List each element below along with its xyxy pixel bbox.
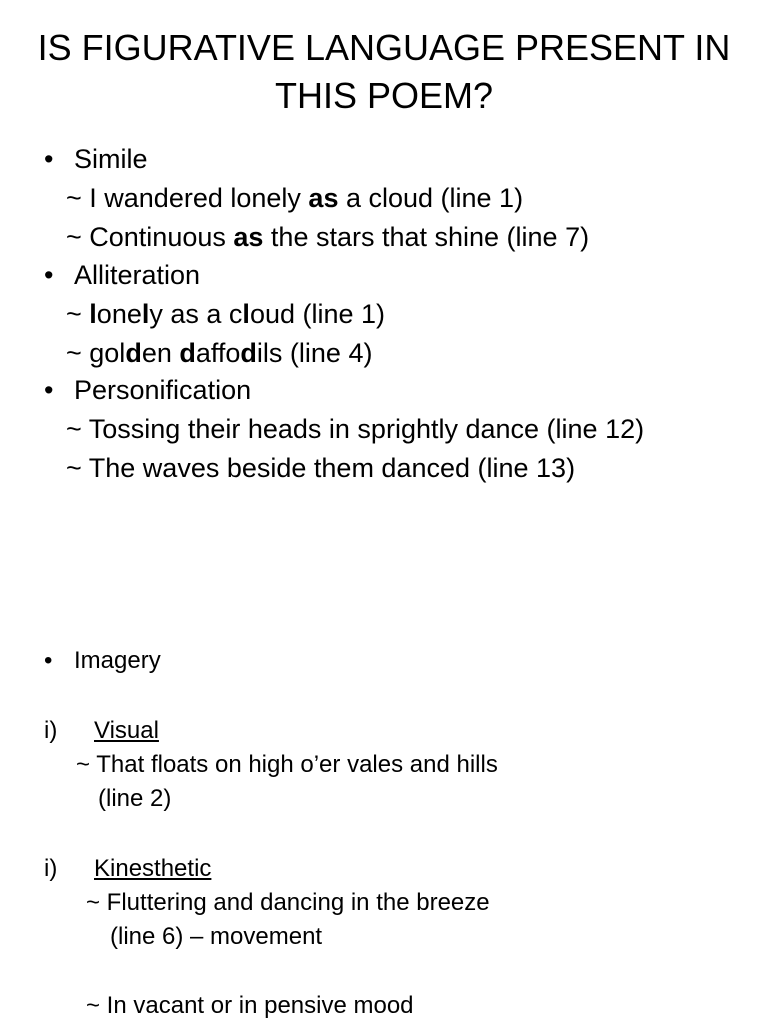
alliteration-heading: Alliteration <box>74 260 201 290</box>
bullet-dot: • <box>44 647 53 674</box>
bullet-dot: • <box>44 144 54 174</box>
emphasis-text: d <box>240 338 257 368</box>
text-segment: affo <box>195 338 241 368</box>
imagery-kinesthetic-example-1: ~ Fluttering and dancing in the breeze <box>86 889 490 916</box>
imagery-visual-example: ~ That floats on high o’er vales and hills <box>76 751 498 778</box>
personification-example-2: ~ The waves beside them danced (line 13) <box>66 453 576 483</box>
emphasis-text: as <box>233 222 264 252</box>
emphasis-text: d <box>125 338 142 368</box>
bullet-dot: • <box>44 375 54 405</box>
imagery-heading: Imagery <box>74 647 161 674</box>
imagery-visual-line-ref: (line 2) <box>98 785 172 812</box>
bullet-personification <box>44 371 251 409</box>
page-title: IS FIGURATIVE LANGUAGE PRESENT IN THIS POEM? <box>37 27 731 116</box>
text-segment: the stars that shine (line 7) <box>263 222 590 252</box>
simile-example-1 <box>66 179 523 217</box>
personification-heading: Personification <box>74 375 252 405</box>
text-segment: y as a c <box>149 299 243 329</box>
text-segment: a cloud (line 1) <box>338 183 524 213</box>
bullet-alliteration <box>44 256 200 294</box>
bullet-simile <box>44 140 148 178</box>
alliteration-example-2 <box>66 334 372 372</box>
text-segment: ~ gol <box>66 338 126 368</box>
text-segment: ~ Continuous <box>66 222 234 252</box>
emphasis-text: l <box>141 299 150 329</box>
imagery-kinesthetic-example-2: ~ In vacant or in pensive mood <box>86 992 414 1019</box>
personification-example-1: ~ Tossing their heads in sprightly dance (line 12) <box>66 414 645 444</box>
text-segment: en <box>141 338 180 368</box>
simile-example-2 <box>66 218 589 256</box>
emphasis-text: l <box>89 299 97 329</box>
text-segment: ~ I wandered lonely <box>66 183 309 213</box>
text-segment: oud (line 1) <box>249 299 386 329</box>
imagery-kinesthetic-line-ref: (line 6) – movement <box>110 923 323 950</box>
emphasis-text: d <box>179 338 196 368</box>
imagery-visual-label: Visual <box>94 717 159 744</box>
imagery-kinesthetic-number: i) <box>44 855 58 882</box>
simile-heading: Simile <box>74 144 148 174</box>
bullet-imagery <box>44 644 161 678</box>
alliteration-example-1 <box>66 295 385 333</box>
text-segment: one <box>96 299 142 329</box>
imagery-kinesthetic-label: Kinesthetic <box>94 855 212 882</box>
imagery-visual-number: i) <box>44 717 58 744</box>
emphasis-text: l <box>242 299 250 329</box>
bullet-dot: • <box>44 260 54 290</box>
emphasis-text: as <box>308 183 339 213</box>
text-segment: ils (line 4) <box>256 338 373 368</box>
text-segment: ~ <box>66 299 90 329</box>
